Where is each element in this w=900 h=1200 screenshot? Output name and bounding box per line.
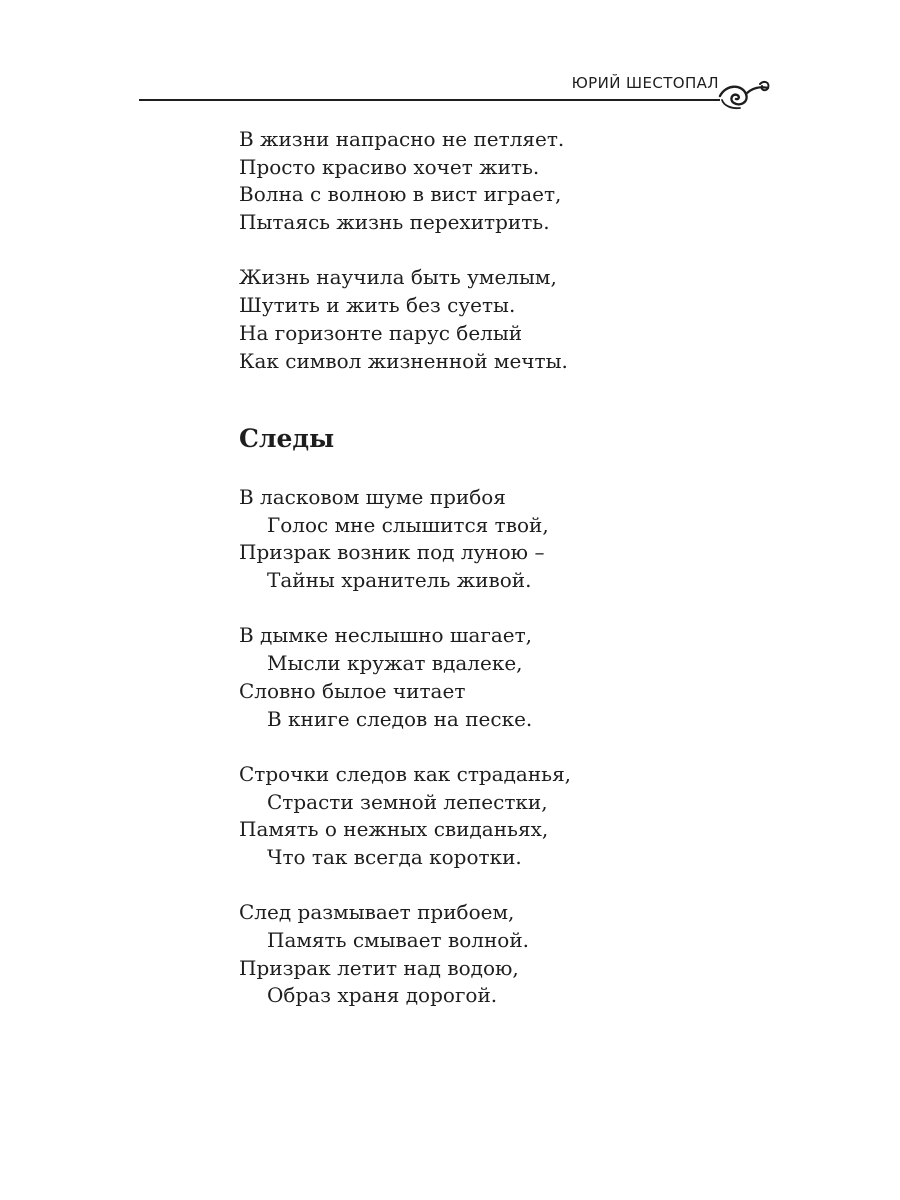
stanza — [239, 264, 568, 375]
verse-line: Просто красиво хочет жить. — [239, 154, 540, 179]
verse-line: Пытаясь жизнь перехитрить. — [239, 210, 550, 235]
verse-line: Призрак возник под луною – — [239, 540, 545, 565]
verse-line: На горизонте парус белый — [239, 320, 523, 345]
stanza — [239, 126, 568, 237]
verse-line: Что так всегда коротки. — [267, 844, 522, 869]
verse-line: Тайны хранитель живой. — [267, 568, 532, 593]
verse-line: Строчки следов как страданья, — [239, 761, 572, 786]
stanza — [239, 484, 571, 595]
running-head — [0, 0, 900, 120]
poem-continued — [239, 126, 568, 375]
verse-line: В книге следов на песке. — [267, 706, 533, 731]
stanza — [239, 622, 571, 733]
flourish-ornament-icon — [716, 78, 772, 112]
verse-line: Память смывает волной. — [267, 928, 530, 952]
verse-line: Шутить и жить без суеты. — [239, 293, 516, 318]
verse-line: В жизни напрасно не петляет. — [239, 127, 565, 151]
verse-line: Образ храня дорогой. — [267, 983, 498, 1008]
poem-body — [239, 484, 571, 1010]
stanza — [239, 761, 571, 872]
verse-line: В дымке неслышно шагает, — [239, 623, 533, 648]
verse-line: Словно былое читает — [239, 678, 466, 703]
stanza — [239, 899, 571, 1010]
verse-line: Память о нежных свиданьях, — [239, 817, 549, 842]
verse-line: Как символ жизненной мечты. — [239, 348, 568, 373]
header-rule — [139, 99, 720, 101]
verse-line: Волна с волною в вист играет, — [239, 182, 562, 207]
verse-line: Мысли кружат вдалеке, — [267, 651, 523, 676]
author-name: ЮРИЙ ШЕСТОПАЛ — [571, 74, 719, 92]
verse-line: Призрак летит над водою, — [239, 955, 519, 980]
verse-line: Жизнь научила быть умелым, — [239, 265, 557, 290]
verse-line: Страсти земной лепестки, — [267, 789, 548, 814]
verse-line: В ласковом шуме прибоя — [239, 485, 506, 509]
poem-title: Следы — [239, 424, 335, 453]
verse-line: След размывает прибоем, — [239, 900, 515, 925]
verse-line: Голос мне слышится твой, — [267, 512, 549, 537]
